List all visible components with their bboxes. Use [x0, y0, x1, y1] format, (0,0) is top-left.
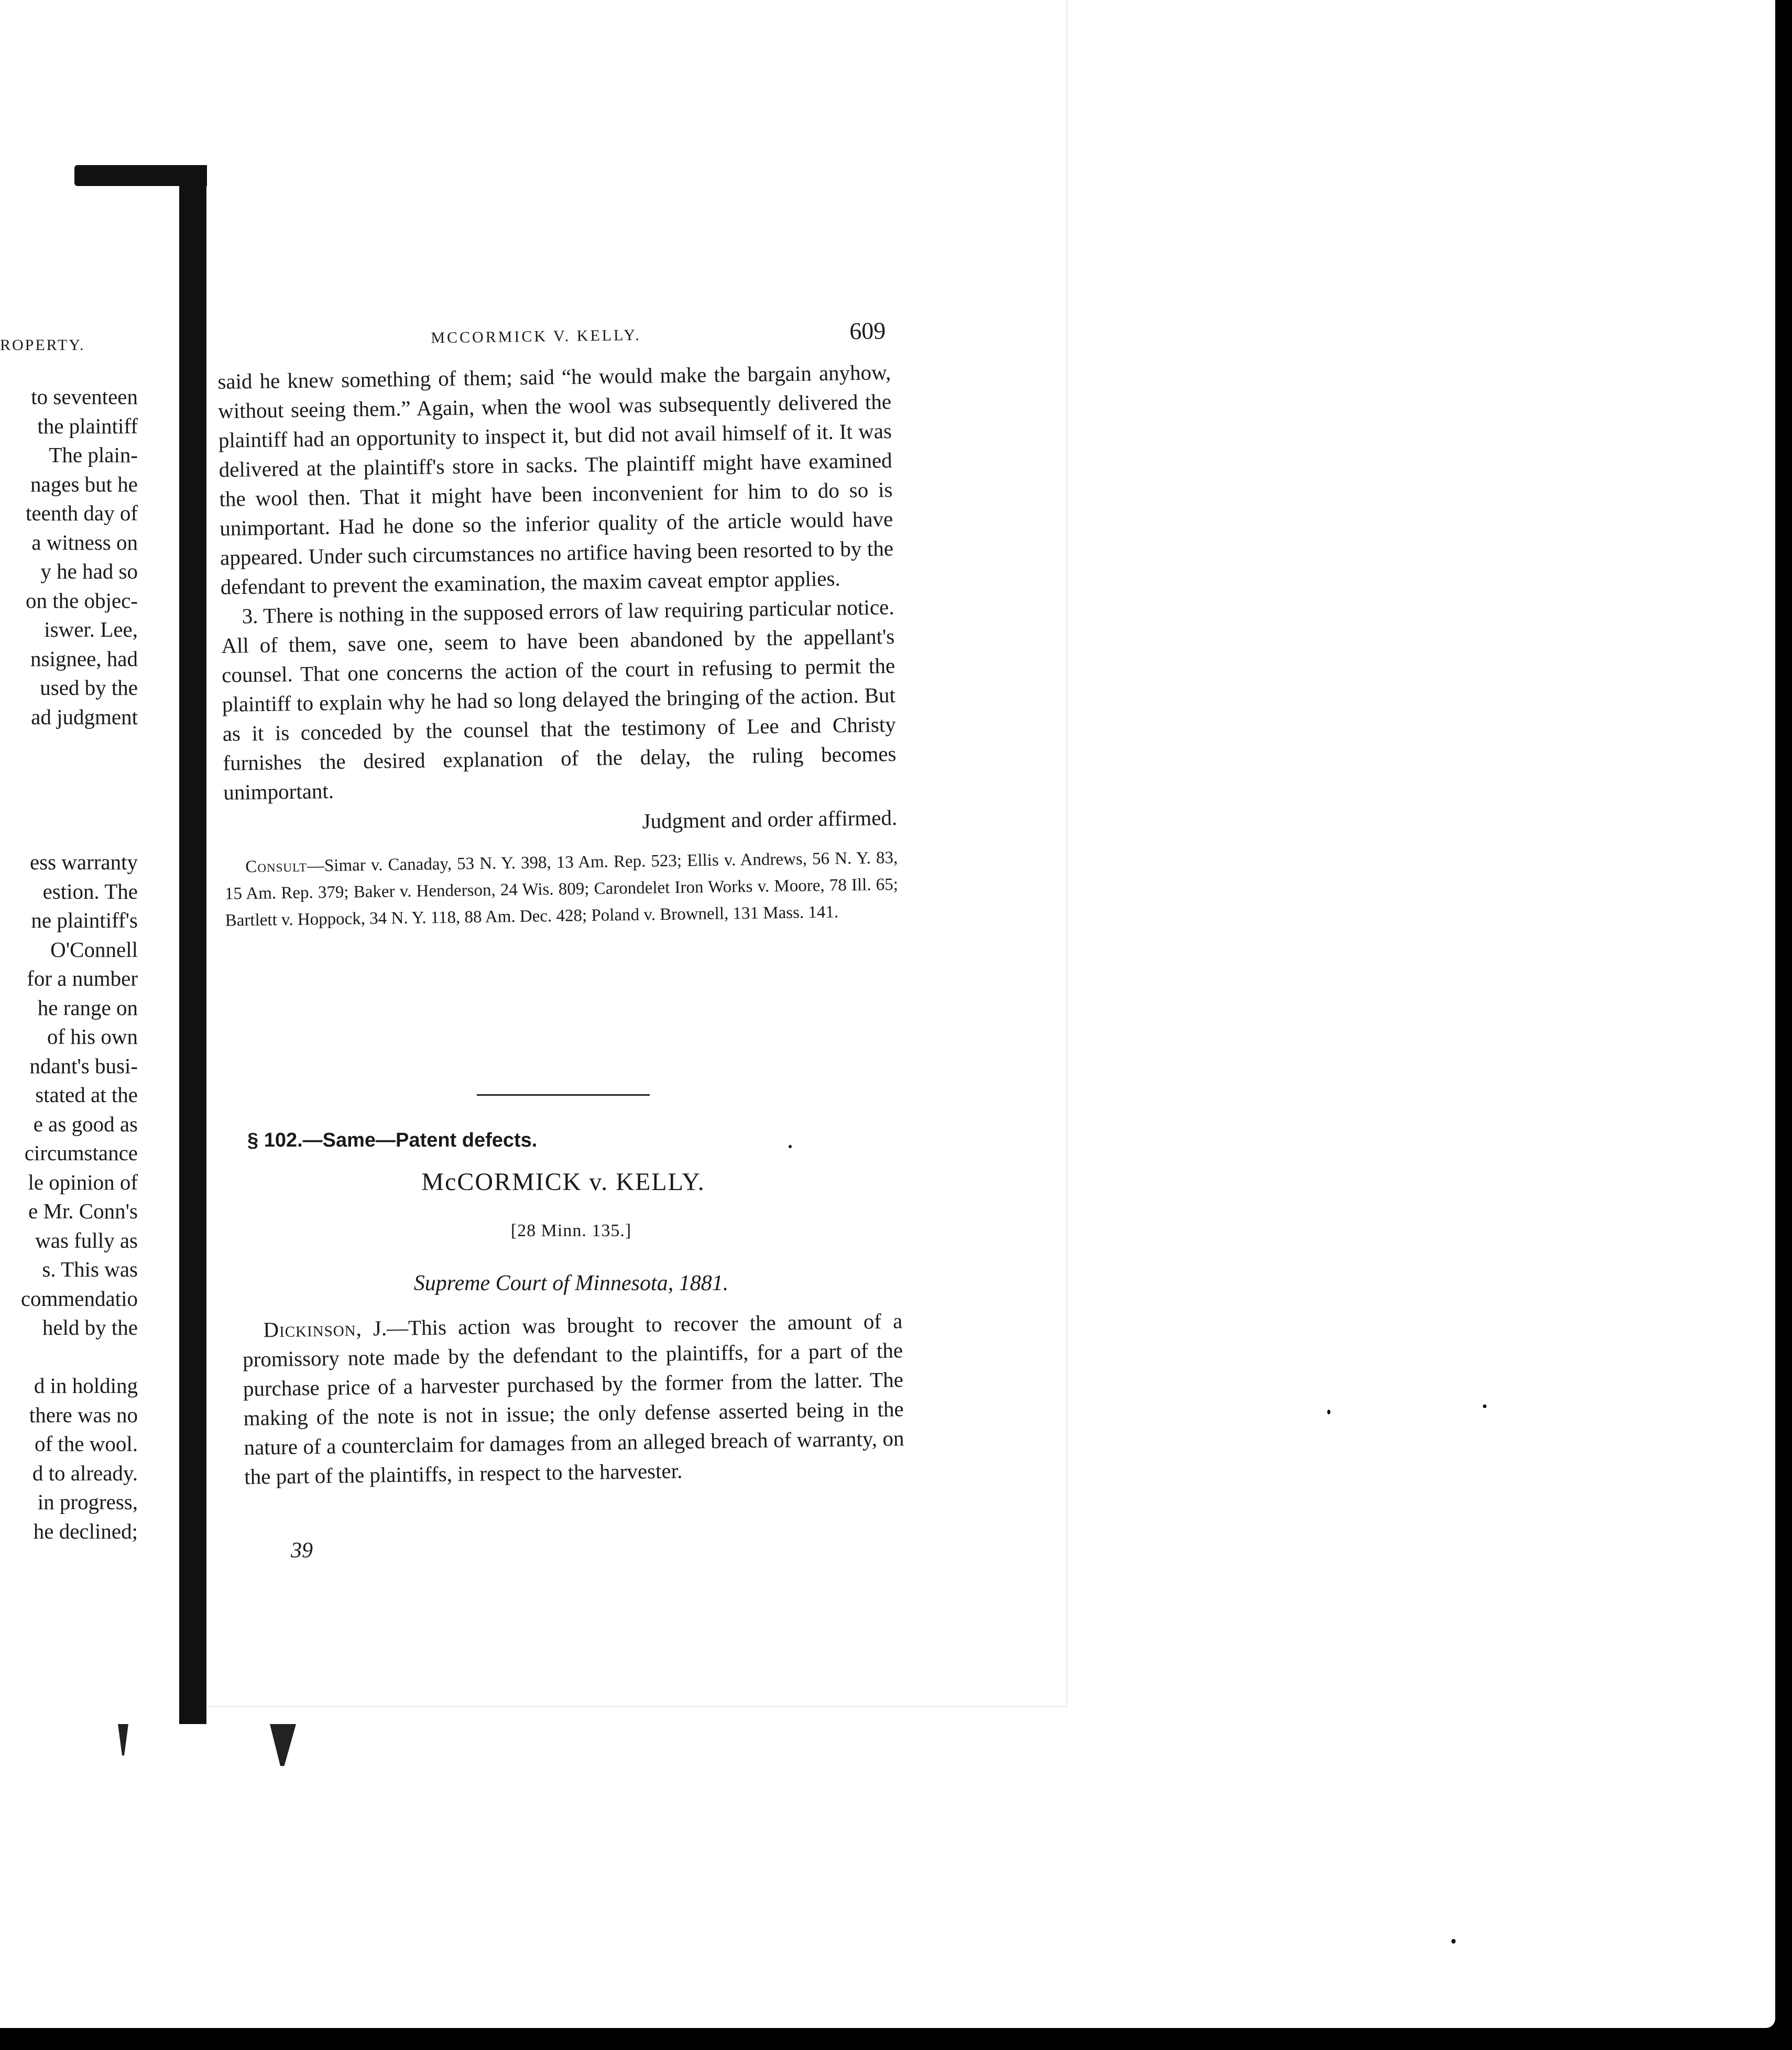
- signature-mark: 39: [291, 1539, 313, 1563]
- running-head-title: MCCORMICK V. KELLY.: [431, 326, 641, 347]
- left-page-line: circumstance: [24, 1141, 138, 1165]
- opinion-text: , J.—This action was brought to recover the amount of a promissory note made by the defendant to the plaintiffs, for a part of the purchase price of a harvester purchased by the former from the latter. The making of the note is not in issue; the only defense asserted being in the nature of a counterclaim for damages from an alleged breach of warranty, on the part of the plaintiffs, in respect to the harvester.: [242, 1308, 904, 1489]
- left-page-line: e as good as: [33, 1111, 138, 1136]
- left-page-line: of his own: [47, 1024, 138, 1049]
- opinion-paragraph: [242, 1306, 905, 1491]
- paragraph-errors-of-law: 3. There is nothing in the supposed errors of law requiring particular notice. All of them, save one, seem to have been abandoned by the appellant's counsel. That one concerns the action of the court in refusing to permit the plaintiff to explain why he had so long delayed the bringing of the action. But as it is conceded by the counsel that the testimony of Lee and Christy furnishes the desired explanation of the delay, the ruling becomes unimportant.: [221, 595, 897, 804]
- left-page-line: O'Connell: [50, 937, 138, 962]
- opinion-author: Dickinson: [263, 1316, 356, 1342]
- left-page-line: of the wool.: [35, 1432, 138, 1456]
- consult-label: Consult: [245, 856, 308, 877]
- paragraph-caveat-emptor: said he knew something of them; said “he would make the bargain anyhow, without seeing them.” Again, when the wool was subsequently delivered the plaintiff had an opportunity to inspect it, but did not avail himself of it. It was delivered at the plaintiff's store in sacks. The plaintiff might have examined the wool then. That it might have been inconvenient for him to do so is unimportant. Had he done so the inferior quality of the article would have appeared. Under such circumstances no artifice having been resorted to by the defendant to prevent the examination, the maxim caveat emptor applies.: [217, 360, 894, 599]
- judgment-line: Judgment and order affirmed.: [642, 805, 898, 833]
- left-page-line: ne plaintiff's: [31, 908, 138, 932]
- left-page-line: the plaintiff: [37, 413, 138, 438]
- left-page-line: was fully as: [35, 1228, 138, 1252]
- left-page-line: d to already.: [32, 1460, 138, 1485]
- scan-speck: [1327, 1410, 1330, 1414]
- consult-citations: [224, 845, 899, 934]
- left-page-line: The plain-: [49, 443, 138, 467]
- left-page-line: stated at the: [35, 1083, 138, 1107]
- left-page-line: le opinion of: [28, 1170, 138, 1194]
- scan-speck: [789, 1145, 792, 1148]
- left-page-line: a witness on: [31, 530, 138, 554]
- scan-speck: [1483, 1404, 1487, 1408]
- new-opinion: [242, 1306, 905, 1491]
- left-page-line: ndant's busi-: [29, 1053, 138, 1078]
- left-page-line: iswer. Lee,: [44, 617, 138, 641]
- left-page-line: in progress,: [37, 1490, 138, 1514]
- consult-text: —Simar v. Canaday, 53 N. Y. 398, 13 Am. Rep. 523; Ellis v. Andrews, 56 N. Y. 83, 15 Am. Rep. 379; Baker v. Henderson, 24 Wis. 809; Carondelet Iron Works v. Moore, 78 Ill. 65; Bartlett v. Hoppock, 34 N. Y. 118, 88 Am. Dec. 428; Poland v. Brownell, 131 Mass. 141.: [224, 848, 899, 930]
- left-page-line: ad judgment: [31, 704, 138, 729]
- court-line: Supreme Court of Minnesota, 1881.: [413, 1271, 729, 1295]
- continued-opinion: [217, 357, 899, 934]
- section-divider-rule: [477, 1094, 650, 1096]
- left-running-head: ROPERTY.: [0, 336, 85, 354]
- left-page-line: nages but he: [30, 472, 138, 496]
- left-page-line: [0, 732, 138, 848]
- scan-speck: [1451, 1939, 1456, 1944]
- section-heading: § 102.—Same—Patent defects.: [247, 1129, 538, 1151]
- left-page-text: [0, 383, 138, 1546]
- left-page-line: used by the: [40, 675, 138, 700]
- left-page-line: e Mr. Conn's: [28, 1199, 138, 1223]
- left-page-line: he declined;: [33, 1519, 138, 1543]
- left-page-line: there was no: [29, 1402, 138, 1427]
- left-page-line: s. This was: [42, 1257, 138, 1281]
- left-page-line: he range on: [37, 995, 138, 1020]
- left-page-line: on the objec-: [25, 588, 138, 613]
- case-title: McCORMICK v. KELLY.: [421, 1168, 705, 1196]
- left-page-line: to seventeen: [31, 385, 138, 409]
- case-citation: [28 Minn. 135.]: [510, 1221, 632, 1240]
- left-page-line: for a number: [27, 966, 138, 990]
- left-page-line: estion. The: [42, 879, 138, 903]
- binding-clamp-bar: [179, 183, 206, 1724]
- left-page-line: commendatio: [20, 1286, 138, 1311]
- left-page-line: ess warranty: [29, 850, 138, 874]
- left-page-line: [0, 1343, 138, 1372]
- left-page-line: nsignee, had: [30, 646, 138, 671]
- left-page-line: teenth day of: [25, 501, 138, 525]
- left-page-line: d in holding: [34, 1373, 138, 1398]
- left-facing-page: [0, 0, 186, 1729]
- left-page-line: y he had so: [40, 559, 138, 583]
- page-number: 609: [849, 317, 886, 345]
- left-page-line: held by the: [42, 1315, 138, 1339]
